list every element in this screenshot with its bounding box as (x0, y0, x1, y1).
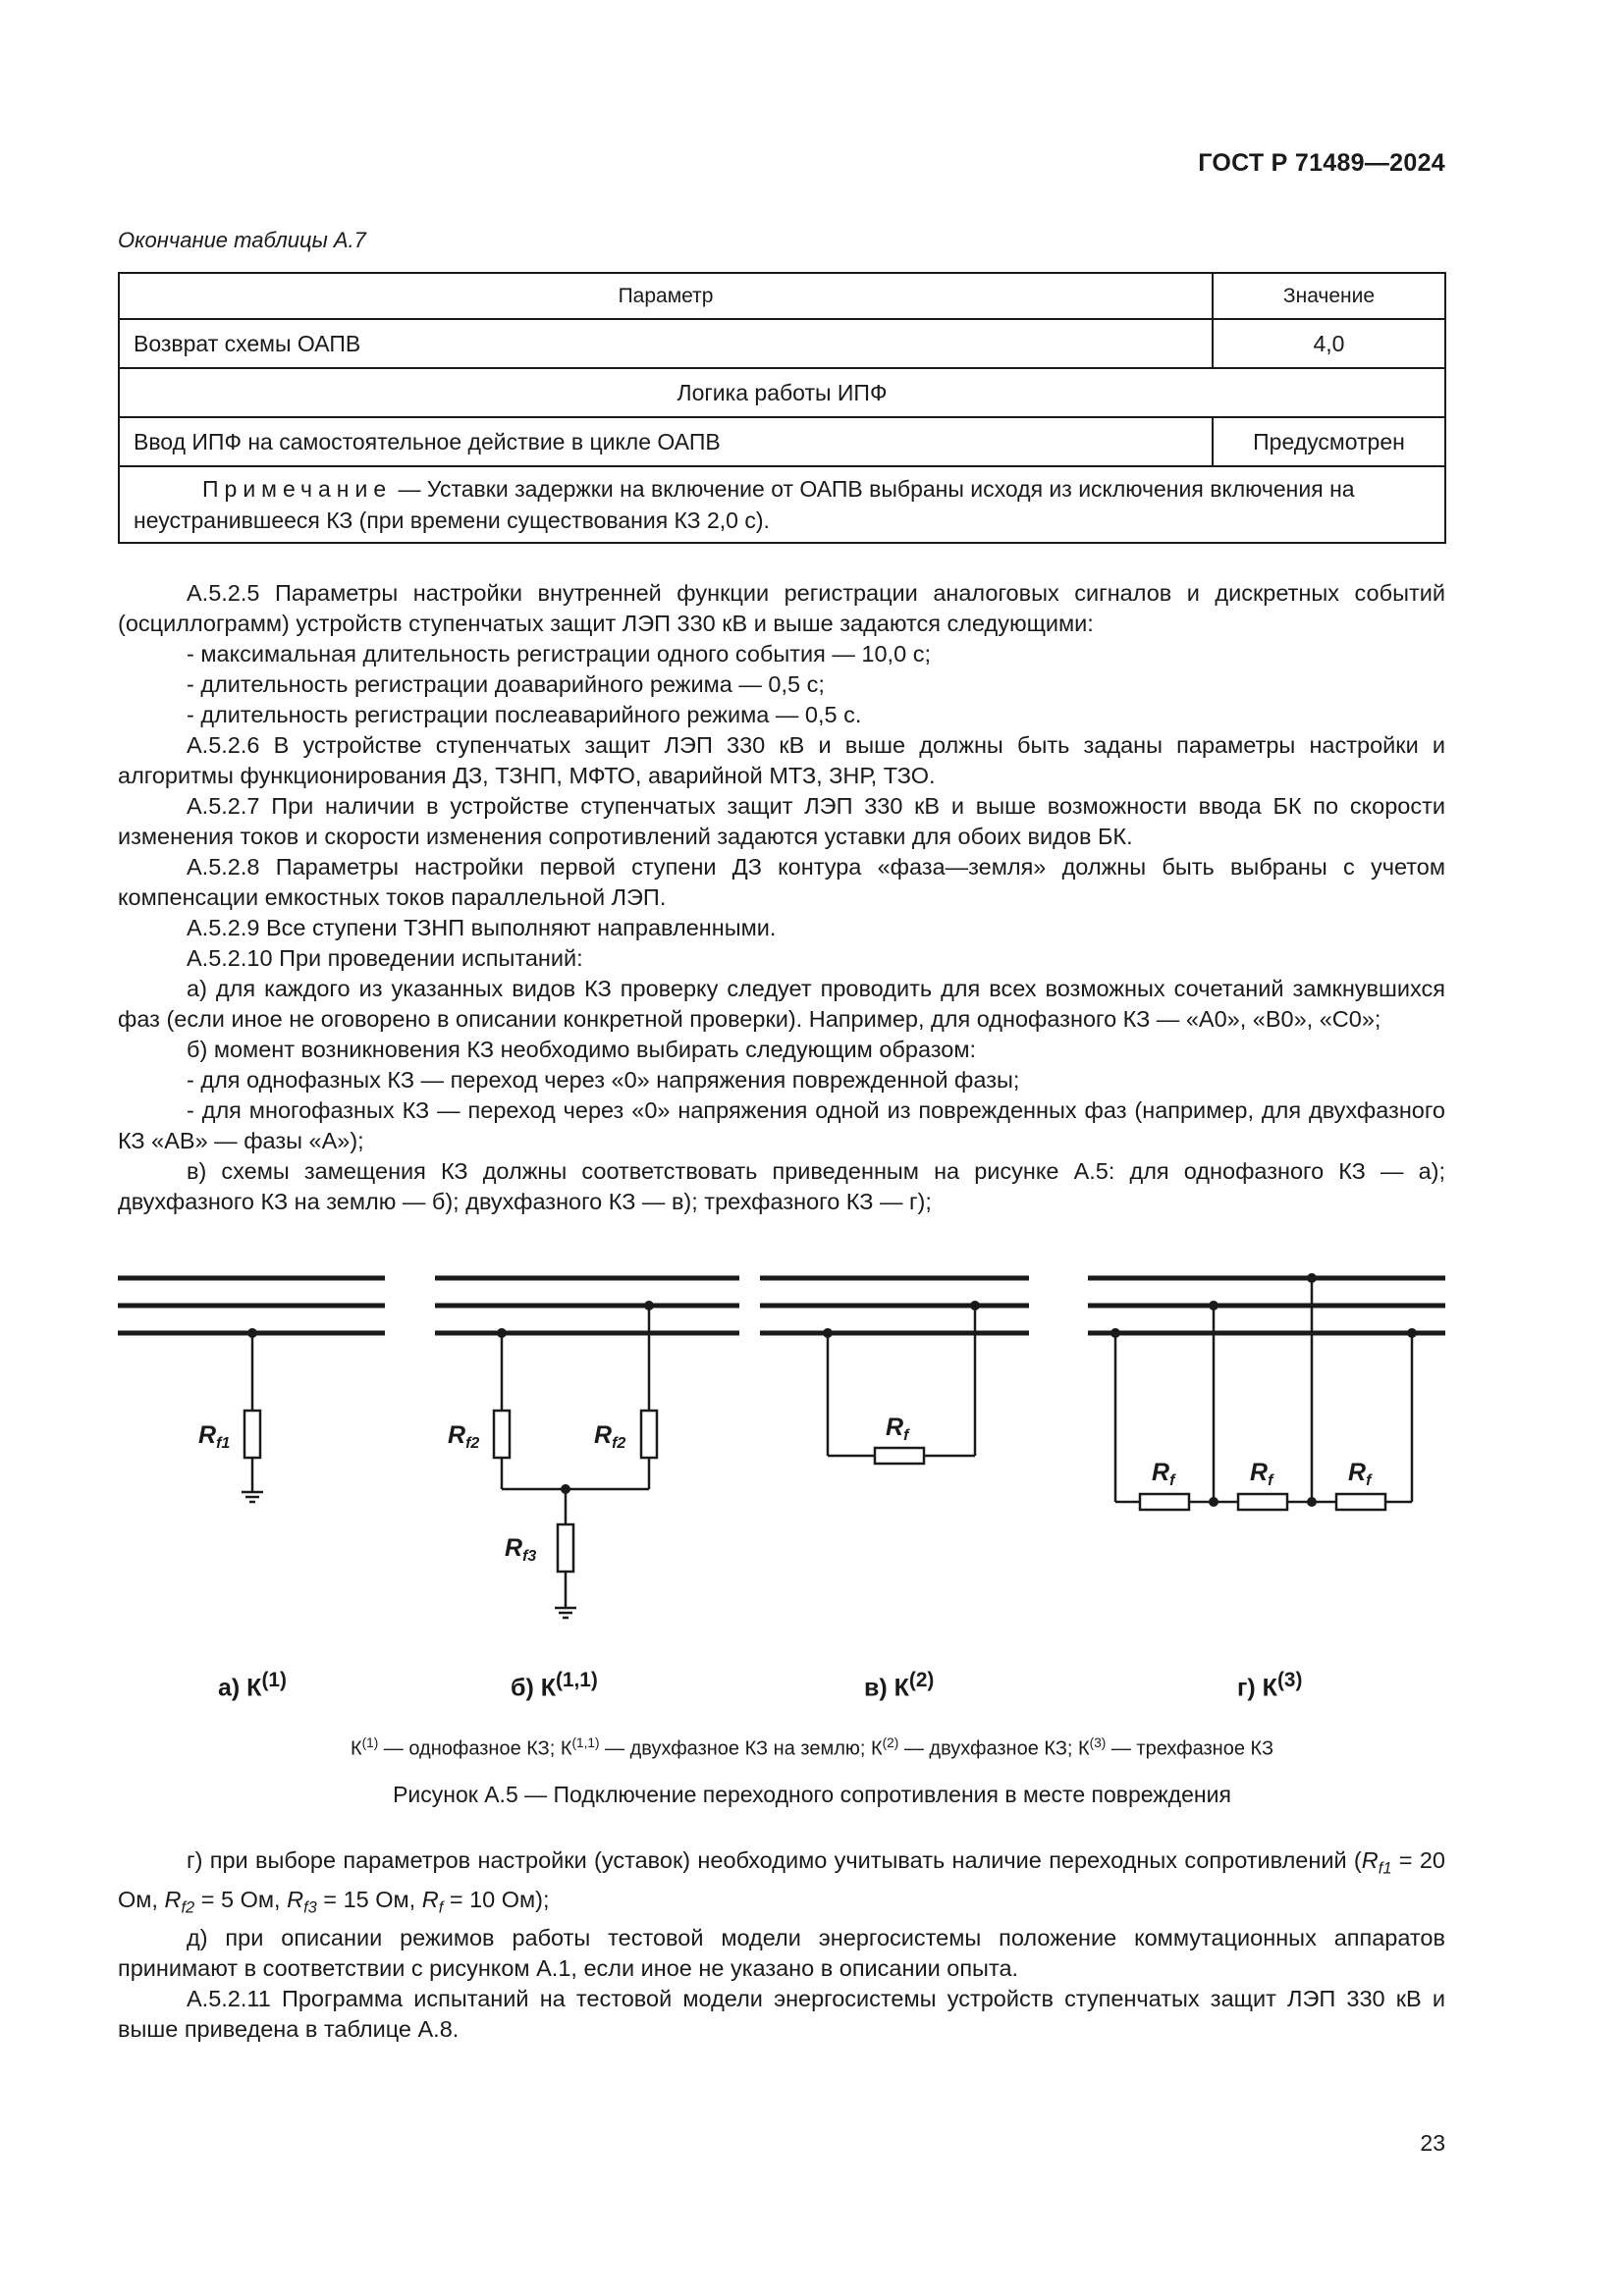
value-cell: 4,0 (1213, 319, 1445, 368)
table-row (119, 319, 1445, 368)
figure-label-d: г) $К^{(3)}$ (1237, 1669, 1303, 1702)
value-cell: Предусмотрен (1213, 417, 1445, 466)
table-note-row (119, 466, 1445, 543)
paragraph: б) момент возникновения КЗ необходимо выбирать следующим образом: (187, 1037, 977, 1062)
paragraph: в) схемы замещения КЗ должны соответствовать приведенным на рисунке А.5: для однофазного КЗ — а); двухфазного КЗ на землю — б); двухфазного КЗ — в); трехфазного КЗ — г); (118, 1158, 1445, 1214)
header-value: Значение (1213, 273, 1445, 319)
paragraph: а) для каждого из указанных видов КЗ проверку следует проводить для всех возможных сочетаний замкнувшихся фаз (если иное не оговорено в описании конкретной проверки). Например, для однофазного КЗ — «А0», «В0», «С0»; (118, 976, 1445, 1032)
paragraph: А.5.2.9 Все ступени ТЗНП выполняют направленными. (187, 915, 777, 940)
param-cell: Возврат схемы ОАПВ (119, 319, 1213, 368)
parameters-table (118, 272, 1446, 544)
resistor-label-rf-c: $R_f$ (886, 1414, 909, 1444)
fault-circuit-figure (108, 1256, 1463, 1728)
resistor-label-rf1: $R_{f1}$ (198, 1421, 231, 1452)
resistor-label-rf2-right: $R_{f2}$ (594, 1421, 626, 1452)
standard-number: ГОСТ Р 71489—2024 (1198, 149, 1445, 177)
table-subheader-row (119, 368, 1445, 417)
resistor-label-rf3: $R_{f3}$ (505, 1534, 537, 1565)
list-item: - для однофазных КЗ — переход через «0» напряжения поврежденной фазы; (187, 1067, 1020, 1093)
paragraph: А.5.2.11 Программа испытаний на тестовой модели энергосистемы устройств ступенчатых защит ЛЭП 330 кВ и выше приведена в таблице А.8. (118, 1986, 1445, 2043)
figure-legend: $К^{(1)}$ — однофазное КЗ; К$^{(1,1)}$ — двухфазное КЗ на землю; $К^{(2)}$ — двухфазное КЗ; $К^{(3)}$ — трехфазное КЗ (350, 1735, 1274, 1760)
paragraph: А.5.2.6 В устройстве ступенчатых защит ЛЭП 330 кВ и выше должны быть заданы параметры настройки и алгоритмы функционирования ДЗ, ТЗНП, МФТО, аварийной МТЗ, ЗНР, ТЗО. (118, 732, 1445, 788)
paragraph: А.5.2.7 При наличии в устройстве ступенчатых защит ЛЭП 330 кВ и выше возможности ввода БК по скорости изменения токов и скорости изменения сопротивлений задаются уставки для обоих видов БК. (118, 793, 1445, 849)
note-label: Примечание (202, 476, 393, 502)
page-number: 23 (1420, 2130, 1445, 2156)
paragraph: А.5.2.5 Параметры настройки внутренней функции регистрации аналоговых сигналов и дискретных событий (осциллограмм) устройств ступенчатых защит ЛЭП 330 кВ и выше задаются следующими: (118, 580, 1445, 636)
table-header-row (119, 273, 1445, 319)
paragraph: А.5.2.8 Параметры настройки первой ступени ДЗ контура «фаза—земля» должны быть выбраны с учетом компенсации емкостных токов параллельной ЛЭП. (118, 854, 1445, 910)
circuit-diagram (108, 1256, 1463, 1669)
list-item: - для многофазных КЗ — переход через «0» напряжения одной из поврежденных фаз (например, для двухфазного КЗ «АВ» — фазы «А»); (118, 1097, 1445, 1153)
resistor-label-rf-d1: $R_f$ (1152, 1459, 1175, 1489)
paragraph: д) при описании режимов работы тестовой модели энергосистемы положение коммутационных аппаратов принимают в соответствии с рисунком А.1, если иное не указано в описании опыта. (118, 1925, 1445, 1982)
header-param: Параметр (119, 273, 1213, 319)
param-cell: Ввод ИПФ на самостоятельное действие в цикле ОАПВ (119, 417, 1213, 466)
paragraph: А.5.2.10 При проведении испытаний: (187, 945, 583, 971)
figure-title: Рисунок А.5 — Подключение переходного сопротивления в месте повреждения (393, 1782, 1231, 1807)
resistor-label-rf2-left: $R_{f2}$ (448, 1421, 480, 1452)
body-text-upper (118, 578, 1445, 1217)
list-item: - длительность регистрации послеаварийного режима — 0,5 с. (187, 702, 862, 727)
figure-label-c: в) $К^{(2)}$ (864, 1669, 935, 1702)
table-caption: Окончание таблицы А.7 (118, 228, 366, 252)
figure-label-b: б) К$^{(1,1)}$ (511, 1669, 598, 1702)
table-row (119, 417, 1445, 466)
list-item: - длительность регистрации доаварийного режима — 0,5 с; (187, 671, 825, 697)
list-item: - максимальная длительность регистрации одного события — 10,0 с; (187, 641, 931, 667)
paragraph: г) при выборе параметров настройки (уставок) необходимо учитывать наличие переходных сопротивлений ($R_{f1} = 20$ Ом, $R_{f2} = 5$ Ом, $R_{f3} = 15$ Ом, $R_f = 10$ Ом); (118, 1847, 1446, 1917)
note-text: — Уставки задержки на включение от ОАПВ выбраны исходя из исключения включения на неустранившееся КЗ (при времени существования КЗ 2,0 с). (134, 476, 1355, 533)
subheader-cell: Логика работы ИПФ (119, 368, 1445, 417)
resistor-label-rf-d3: $R_f$ (1348, 1459, 1372, 1489)
resistor-label-rf-d2: $R_f$ (1250, 1459, 1273, 1489)
figure-label-a: а) $К^{(1)}$ (218, 1669, 287, 1702)
body-text-lower (118, 1845, 1445, 2045)
note-cell (119, 466, 1445, 543)
